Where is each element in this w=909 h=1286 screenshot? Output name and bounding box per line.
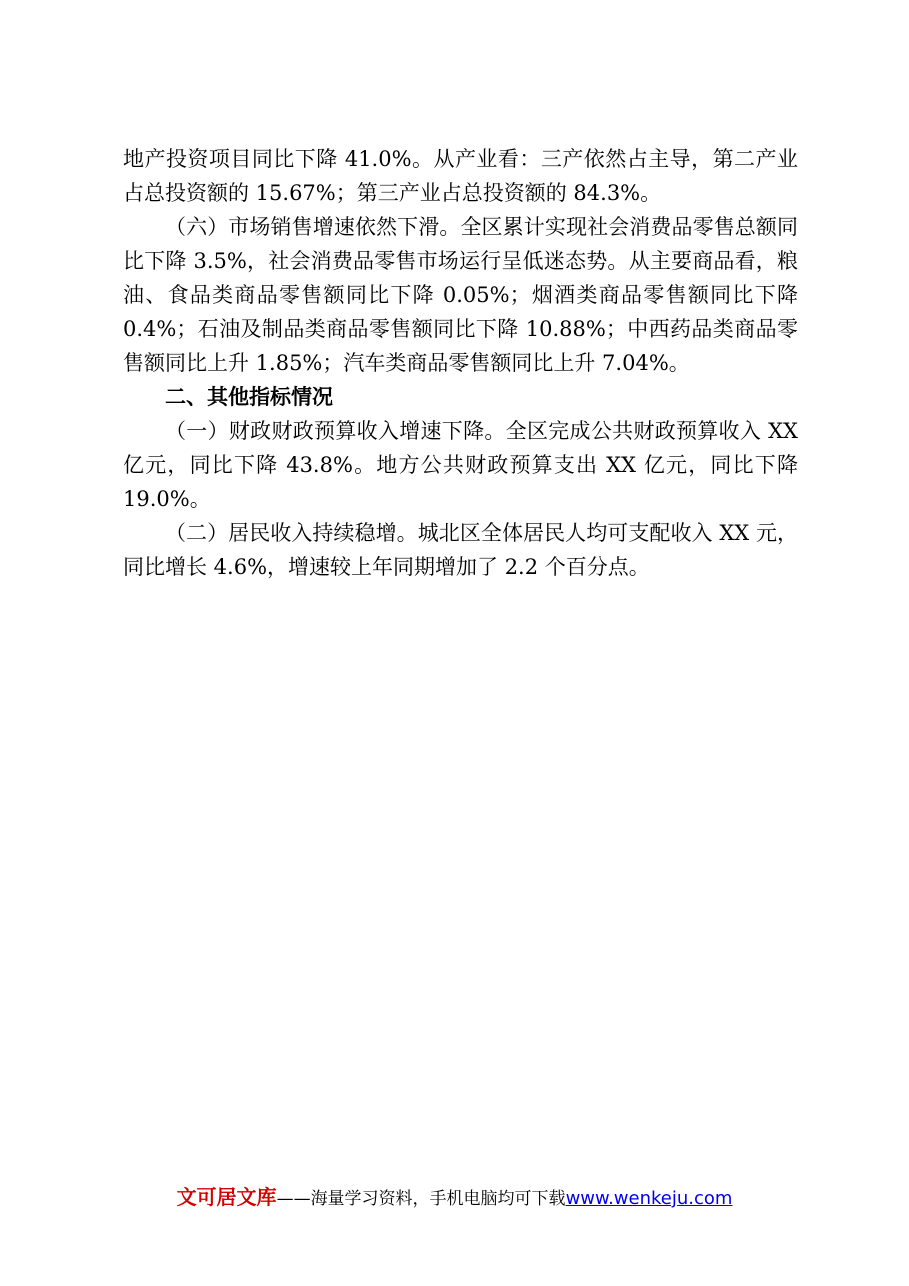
footer-website-link[interactable]: www.wenkeju.com bbox=[565, 1188, 733, 1209]
footer-tagline: ——海量学习资料，手机电脑均可下载 bbox=[276, 1189, 566, 1209]
paragraph-resident-income bbox=[123, 516, 798, 584]
paragraph-lead: （一）财政财政预算收入增速下降。 bbox=[165, 419, 506, 443]
document-body bbox=[123, 142, 798, 584]
paragraph-lead: （六）市场销售增速依然下滑。 bbox=[165, 215, 461, 239]
page-footer bbox=[0, 1184, 909, 1212]
paragraph-fiscal-revenue bbox=[123, 414, 798, 516]
paragraph-body: 城北区全体居民人均可支配收入 XX 元，同比增长 4.6%，增速较上年同期增加了 2.2 个百分点。 bbox=[123, 521, 799, 579]
footer-brand: 文可居文库 bbox=[176, 1185, 277, 1209]
section-heading-other-indicators: 二、其他指标情况 bbox=[165, 385, 333, 409]
paragraph-investment-continuation: 地产投资项目同比下降 41.0%。从产业看：三产依然占主导，第二产业占总投资额的 15.67%；第三产业占总投资额的 84.3%。 bbox=[123, 147, 798, 205]
paragraph-body: 全区完成公共财政预算收入 XX 亿元，同比下降 43.8%。地方公共财政预算支出 XX 亿元，同比下降 19.0%。 bbox=[123, 419, 799, 511]
paragraph-body: 全区累计实现社会消费品零售总额同比下降 3.5%，社会消费品零售市场运行呈低迷态势。从主要商品看，粮油、食品类商品零售额同比下降 0.05%；烟酒类商品零售额同比下降 0.4%；石油及制品类商品零售额同比下降 10.88%；中西药品类商品零售额同比上升 1.85%；汽车类商品零售额同比上升 7.04%。 bbox=[123, 215, 799, 375]
paragraph-lead: （二）居民收入持续稳增。 bbox=[165, 521, 418, 545]
paragraph-market-sales bbox=[123, 210, 798, 380]
